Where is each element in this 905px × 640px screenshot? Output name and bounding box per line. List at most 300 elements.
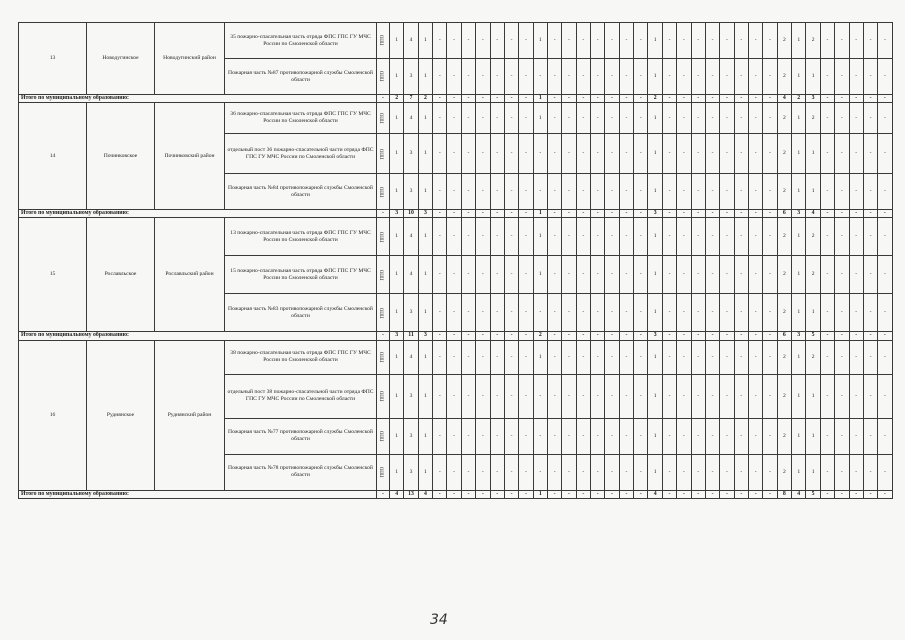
data-cell: - [591, 256, 605, 294]
data-cell: - [677, 174, 691, 210]
unit-name: Пожарная часть №78 противопожарной службы Смоленской области [225, 454, 377, 490]
data-cell: 1 [418, 103, 432, 134]
data-cell: - [476, 59, 490, 95]
total-cell: - [562, 490, 576, 498]
total-cell: - [476, 490, 490, 498]
data-cell: - [562, 59, 576, 95]
data-cell: - [519, 134, 533, 174]
unit-type: ППО [379, 390, 385, 402]
total-cell: - [576, 95, 590, 103]
data-cell: 3 [404, 418, 418, 454]
unit-type-cell [377, 294, 390, 332]
data-cell: - [447, 23, 461, 59]
data-cell: - [748, 59, 762, 95]
total-cell: 8 [777, 490, 791, 498]
data-cell: - [820, 174, 834, 210]
data-cell: 3 [404, 59, 418, 95]
data-cell: - [878, 23, 892, 59]
data-cell: - [863, 59, 877, 95]
total-cell: - [461, 490, 475, 498]
data-cell: - [547, 454, 561, 490]
data-cell: - [835, 256, 849, 294]
data-cell: - [433, 256, 447, 294]
data-cell: - [605, 374, 619, 418]
data-cell: - [490, 174, 504, 210]
data-cell: 1 [418, 174, 432, 210]
data-cell: - [605, 340, 619, 374]
data-cell: 2 [777, 59, 791, 95]
total-cell: - [461, 332, 475, 340]
total-cell: - [878, 490, 892, 498]
unit-type: ППО [379, 430, 385, 442]
unit-type-cell [377, 103, 390, 134]
data-cell: - [591, 103, 605, 134]
unit-name: Пожарная часть №77 противопожарной службы Смоленской области [225, 418, 377, 454]
total-label: Итого по муниципальному образованию: [19, 210, 377, 218]
data-cell: - [490, 218, 504, 256]
data-cell: - [763, 174, 777, 210]
unit-type-cell [377, 256, 390, 294]
unit-type-cell [377, 418, 390, 454]
total-cell: - [720, 95, 734, 103]
unit-name: 35 пожарно-спасательная часть отряда ФПС ГПС ГУ МЧС России по Смоленской области [225, 23, 377, 59]
total-cell: 4 [418, 490, 432, 498]
data-cell: - [820, 374, 834, 418]
data-cell: - [734, 294, 748, 332]
data-cell: 2 [777, 374, 791, 418]
data-cell: 2 [777, 340, 791, 374]
data-cell: - [562, 218, 576, 256]
data-cell: - [705, 294, 719, 332]
total-cell: 6 [777, 210, 791, 218]
total-cell: - [447, 490, 461, 498]
data-cell: - [763, 256, 777, 294]
data-cell: - [748, 103, 762, 134]
data-cell: - [591, 340, 605, 374]
data-cell: - [677, 23, 691, 59]
total-cell: - [605, 210, 619, 218]
data-cell: - [705, 218, 719, 256]
data-cell: - [849, 218, 863, 256]
total-cell: - [677, 210, 691, 218]
data-cell: - [863, 256, 877, 294]
data-cell: - [461, 294, 475, 332]
data-cell: - [863, 134, 877, 174]
data-cell: - [461, 174, 475, 210]
data-cell: - [878, 59, 892, 95]
data-cell: - [519, 23, 533, 59]
data-cell: - [662, 294, 676, 332]
data-cell: - [504, 103, 518, 134]
total-cell: - [863, 210, 877, 218]
data-cell: - [863, 374, 877, 418]
data-cell: - [849, 374, 863, 418]
municipality-name: Новодугинское [87, 23, 155, 95]
data-cell: 2 [777, 23, 791, 59]
total-cell: - [605, 332, 619, 340]
data-cell: - [835, 59, 849, 95]
total-cell: - [734, 490, 748, 498]
data-cell: 1 [418, 23, 432, 59]
table-row [19, 23, 893, 59]
data-cell: - [691, 103, 705, 134]
data-cell: 1 [648, 340, 662, 374]
data-cell: - [849, 174, 863, 210]
data-cell: - [849, 418, 863, 454]
total-cell: 7 [404, 95, 418, 103]
data-cell: 1 [806, 174, 820, 210]
data-cell: - [820, 103, 834, 134]
data-cell: - [447, 59, 461, 95]
data-cell: 1 [390, 418, 404, 454]
data-cell: 1 [390, 294, 404, 332]
data-cell: - [476, 454, 490, 490]
data-cell: - [533, 374, 547, 418]
data-cell: - [433, 23, 447, 59]
data-cell: - [619, 454, 633, 490]
data-cell: 1 [533, 103, 547, 134]
data-cell: 2 [777, 174, 791, 210]
total-cell: - [849, 95, 863, 103]
total-cell: - [705, 210, 719, 218]
table-row [19, 103, 893, 134]
data-cell: - [677, 454, 691, 490]
data-cell: - [691, 134, 705, 174]
data-cell: 4 [404, 340, 418, 374]
data-cell: 3 [404, 374, 418, 418]
data-cell: - [562, 294, 576, 332]
unit-name: отдельный пост 38 пожарно-спасательной части отряда ФПС ГПС ГУ МЧС России по Смоленской области [225, 374, 377, 418]
data-cell: - [734, 134, 748, 174]
unit-type: ППО [379, 35, 385, 46]
data-cell: - [433, 294, 447, 332]
data-cell: - [820, 23, 834, 59]
total-label: Итого по муниципальному образованию: [19, 95, 377, 103]
data-cell: - [591, 454, 605, 490]
data-cell: - [662, 374, 676, 418]
data-cell: - [447, 454, 461, 490]
data-cell: - [476, 340, 490, 374]
data-cell: - [447, 134, 461, 174]
total-row [19, 490, 893, 498]
data-cell: 1 [648, 218, 662, 256]
total-cell: - [849, 332, 863, 340]
total-cell: - [433, 210, 447, 218]
data-cell: 1 [418, 256, 432, 294]
data-cell: - [605, 134, 619, 174]
data-cell: - [748, 174, 762, 210]
data-cell: 1 [792, 134, 806, 174]
unit-type: ППО [379, 231, 385, 243]
data-cell: - [734, 174, 748, 210]
total-cell: - [447, 95, 461, 103]
data-cell: - [634, 374, 648, 418]
data-cell: - [720, 256, 734, 294]
data-cell: - [878, 256, 892, 294]
data-cell: 2 [777, 418, 791, 454]
data-cell: - [863, 340, 877, 374]
total-cell: - [835, 490, 849, 498]
data-cell: - [576, 294, 590, 332]
data-cell: - [835, 218, 849, 256]
data-cell: - [461, 418, 475, 454]
data-cell: - [461, 256, 475, 294]
data-cell: - [691, 23, 705, 59]
data-cell: 1 [418, 374, 432, 418]
data-cell: - [863, 174, 877, 210]
data-cell: - [835, 103, 849, 134]
data-cell: - [447, 418, 461, 454]
data-cell: - [705, 454, 719, 490]
data-cell: - [849, 454, 863, 490]
data-cell: - [720, 294, 734, 332]
total-cell: - [490, 210, 504, 218]
data-cell: - [591, 294, 605, 332]
data-cell: - [476, 418, 490, 454]
data-cell: - [734, 103, 748, 134]
total-cell: - [734, 332, 748, 340]
total-cell: - [705, 95, 719, 103]
data-cell: - [691, 59, 705, 95]
data-cell: - [720, 134, 734, 174]
data-cell: - [490, 59, 504, 95]
total-cell: 1 [533, 490, 547, 498]
total-cell: - [705, 490, 719, 498]
data-cell: - [476, 218, 490, 256]
data-cell: - [576, 59, 590, 95]
total-cell: - [619, 210, 633, 218]
total-cell: - [634, 332, 648, 340]
data-cell: - [476, 23, 490, 59]
total-cell: - [476, 210, 490, 218]
data-cell: - [705, 59, 719, 95]
data-cell: - [691, 454, 705, 490]
total-cell: - [476, 332, 490, 340]
unit-type-cell [377, 174, 390, 210]
data-cell: 1 [792, 418, 806, 454]
municipality-name: Рославльское [87, 218, 155, 332]
data-cell: 1 [390, 59, 404, 95]
total-cell: - [677, 332, 691, 340]
total-row [19, 332, 893, 340]
total-cell: - [377, 332, 390, 340]
total-cell: 6 [777, 332, 791, 340]
total-cell: - [863, 95, 877, 103]
data-cell: - [863, 218, 877, 256]
total-cell: - [433, 490, 447, 498]
data-cell: - [734, 59, 748, 95]
total-cell: - [576, 490, 590, 498]
group-number: 16 [19, 340, 87, 490]
unit-name: 36 пожарно-спасательная часть отряда ФПС ГПС ГУ МЧС России по Смоленской области [225, 103, 377, 134]
data-cell: - [490, 294, 504, 332]
total-cell: - [748, 95, 762, 103]
data-cell: - [734, 340, 748, 374]
total-cell: - [504, 210, 518, 218]
data-cell: - [763, 374, 777, 418]
total-cell: - [878, 95, 892, 103]
data-cell: 1 [390, 174, 404, 210]
data-cell: - [433, 418, 447, 454]
data-cell: - [461, 454, 475, 490]
data-cell: - [533, 294, 547, 332]
data-cell: - [591, 134, 605, 174]
data-cell: 1 [806, 374, 820, 418]
fire-units-table-sheet [18, 22, 892, 544]
total-cell: - [519, 332, 533, 340]
data-cell: - [720, 23, 734, 59]
unit-type-cell [377, 134, 390, 174]
data-cell: - [734, 23, 748, 59]
data-cell: - [634, 218, 648, 256]
data-cell: - [835, 418, 849, 454]
data-cell: 1 [390, 340, 404, 374]
data-cell: - [504, 59, 518, 95]
data-cell: - [605, 454, 619, 490]
total-cell: - [691, 332, 705, 340]
total-cell: - [763, 490, 777, 498]
total-cell: - [591, 332, 605, 340]
data-cell: - [763, 134, 777, 174]
data-cell: - [835, 340, 849, 374]
data-cell: 1 [792, 374, 806, 418]
total-cell: - [547, 332, 561, 340]
data-cell: - [576, 218, 590, 256]
data-cell: - [691, 374, 705, 418]
data-cell: - [705, 103, 719, 134]
data-cell: - [476, 256, 490, 294]
data-cell: - [504, 418, 518, 454]
data-cell: 1 [390, 256, 404, 294]
data-cell: - [763, 23, 777, 59]
data-cell: 1 [792, 294, 806, 332]
data-cell: - [691, 340, 705, 374]
total-cell: 13 [404, 490, 418, 498]
data-cell: - [562, 23, 576, 59]
data-cell: - [547, 218, 561, 256]
data-cell: - [634, 454, 648, 490]
data-cell: - [605, 418, 619, 454]
data-cell: - [547, 340, 561, 374]
total-cell: 5 [806, 490, 820, 498]
data-cell: - [504, 134, 518, 174]
data-cell: - [591, 174, 605, 210]
data-cell: - [547, 374, 561, 418]
total-cell: 4 [648, 490, 662, 498]
total-cell: - [377, 210, 390, 218]
data-cell: - [433, 454, 447, 490]
data-cell: - [519, 174, 533, 210]
data-cell: - [634, 23, 648, 59]
total-cell: 3 [418, 210, 432, 218]
data-cell: 1 [390, 454, 404, 490]
data-cell: - [619, 218, 633, 256]
data-cell: 1 [533, 340, 547, 374]
total-cell: - [619, 95, 633, 103]
data-cell: - [519, 418, 533, 454]
data-cell: - [433, 340, 447, 374]
data-cell: - [519, 454, 533, 490]
data-cell: - [433, 174, 447, 210]
data-cell: - [820, 256, 834, 294]
unit-type-cell [377, 454, 390, 490]
total-cell: - [490, 95, 504, 103]
data-cell: 1 [792, 454, 806, 490]
data-cell: - [476, 134, 490, 174]
data-cell: - [734, 218, 748, 256]
total-cell: 2 [390, 95, 404, 103]
data-cell: - [691, 294, 705, 332]
data-cell: - [476, 294, 490, 332]
total-cell: - [562, 95, 576, 103]
data-cell: - [849, 256, 863, 294]
data-cell: 2 [806, 218, 820, 256]
data-cell: - [433, 134, 447, 174]
data-cell: - [763, 218, 777, 256]
data-cell: - [476, 374, 490, 418]
data-cell: - [605, 218, 619, 256]
total-cell: - [504, 95, 518, 103]
data-cell: 1 [648, 174, 662, 210]
data-cell: - [820, 294, 834, 332]
total-cell: - [748, 332, 762, 340]
unit-type: ППО [379, 148, 385, 160]
total-cell: - [748, 490, 762, 498]
data-cell: - [820, 340, 834, 374]
data-cell: - [576, 23, 590, 59]
total-cell: - [461, 210, 475, 218]
data-cell: - [849, 294, 863, 332]
data-cell: - [677, 256, 691, 294]
total-cell: - [591, 210, 605, 218]
data-cell: - [576, 454, 590, 490]
data-cell: - [835, 294, 849, 332]
data-cell: - [878, 294, 892, 332]
unit-type-cell [377, 374, 390, 418]
data-cell: - [720, 454, 734, 490]
data-cell: - [634, 418, 648, 454]
data-cell: 1 [648, 134, 662, 174]
data-cell: - [490, 103, 504, 134]
data-cell: 1 [792, 103, 806, 134]
total-cell: - [562, 332, 576, 340]
data-cell: - [619, 256, 633, 294]
data-cell: 1 [418, 134, 432, 174]
data-cell: - [476, 174, 490, 210]
data-cell: - [820, 454, 834, 490]
total-cell: 11 [404, 332, 418, 340]
data-cell: 1 [648, 454, 662, 490]
total-cell: - [591, 490, 605, 498]
total-cell: 3 [792, 210, 806, 218]
data-cell: - [562, 174, 576, 210]
data-cell: - [691, 418, 705, 454]
data-cell: - [547, 23, 561, 59]
total-cell: - [705, 332, 719, 340]
total-cell: - [662, 210, 676, 218]
total-cell: 3 [792, 332, 806, 340]
data-cell: - [461, 103, 475, 134]
data-cell: 1 [648, 59, 662, 95]
total-cell: 1 [533, 210, 547, 218]
data-cell: - [490, 418, 504, 454]
data-cell: - [547, 174, 561, 210]
data-cell: - [878, 134, 892, 174]
data-cell: - [461, 134, 475, 174]
data-cell: - [490, 340, 504, 374]
total-cell: - [878, 210, 892, 218]
data-cell: - [433, 374, 447, 418]
